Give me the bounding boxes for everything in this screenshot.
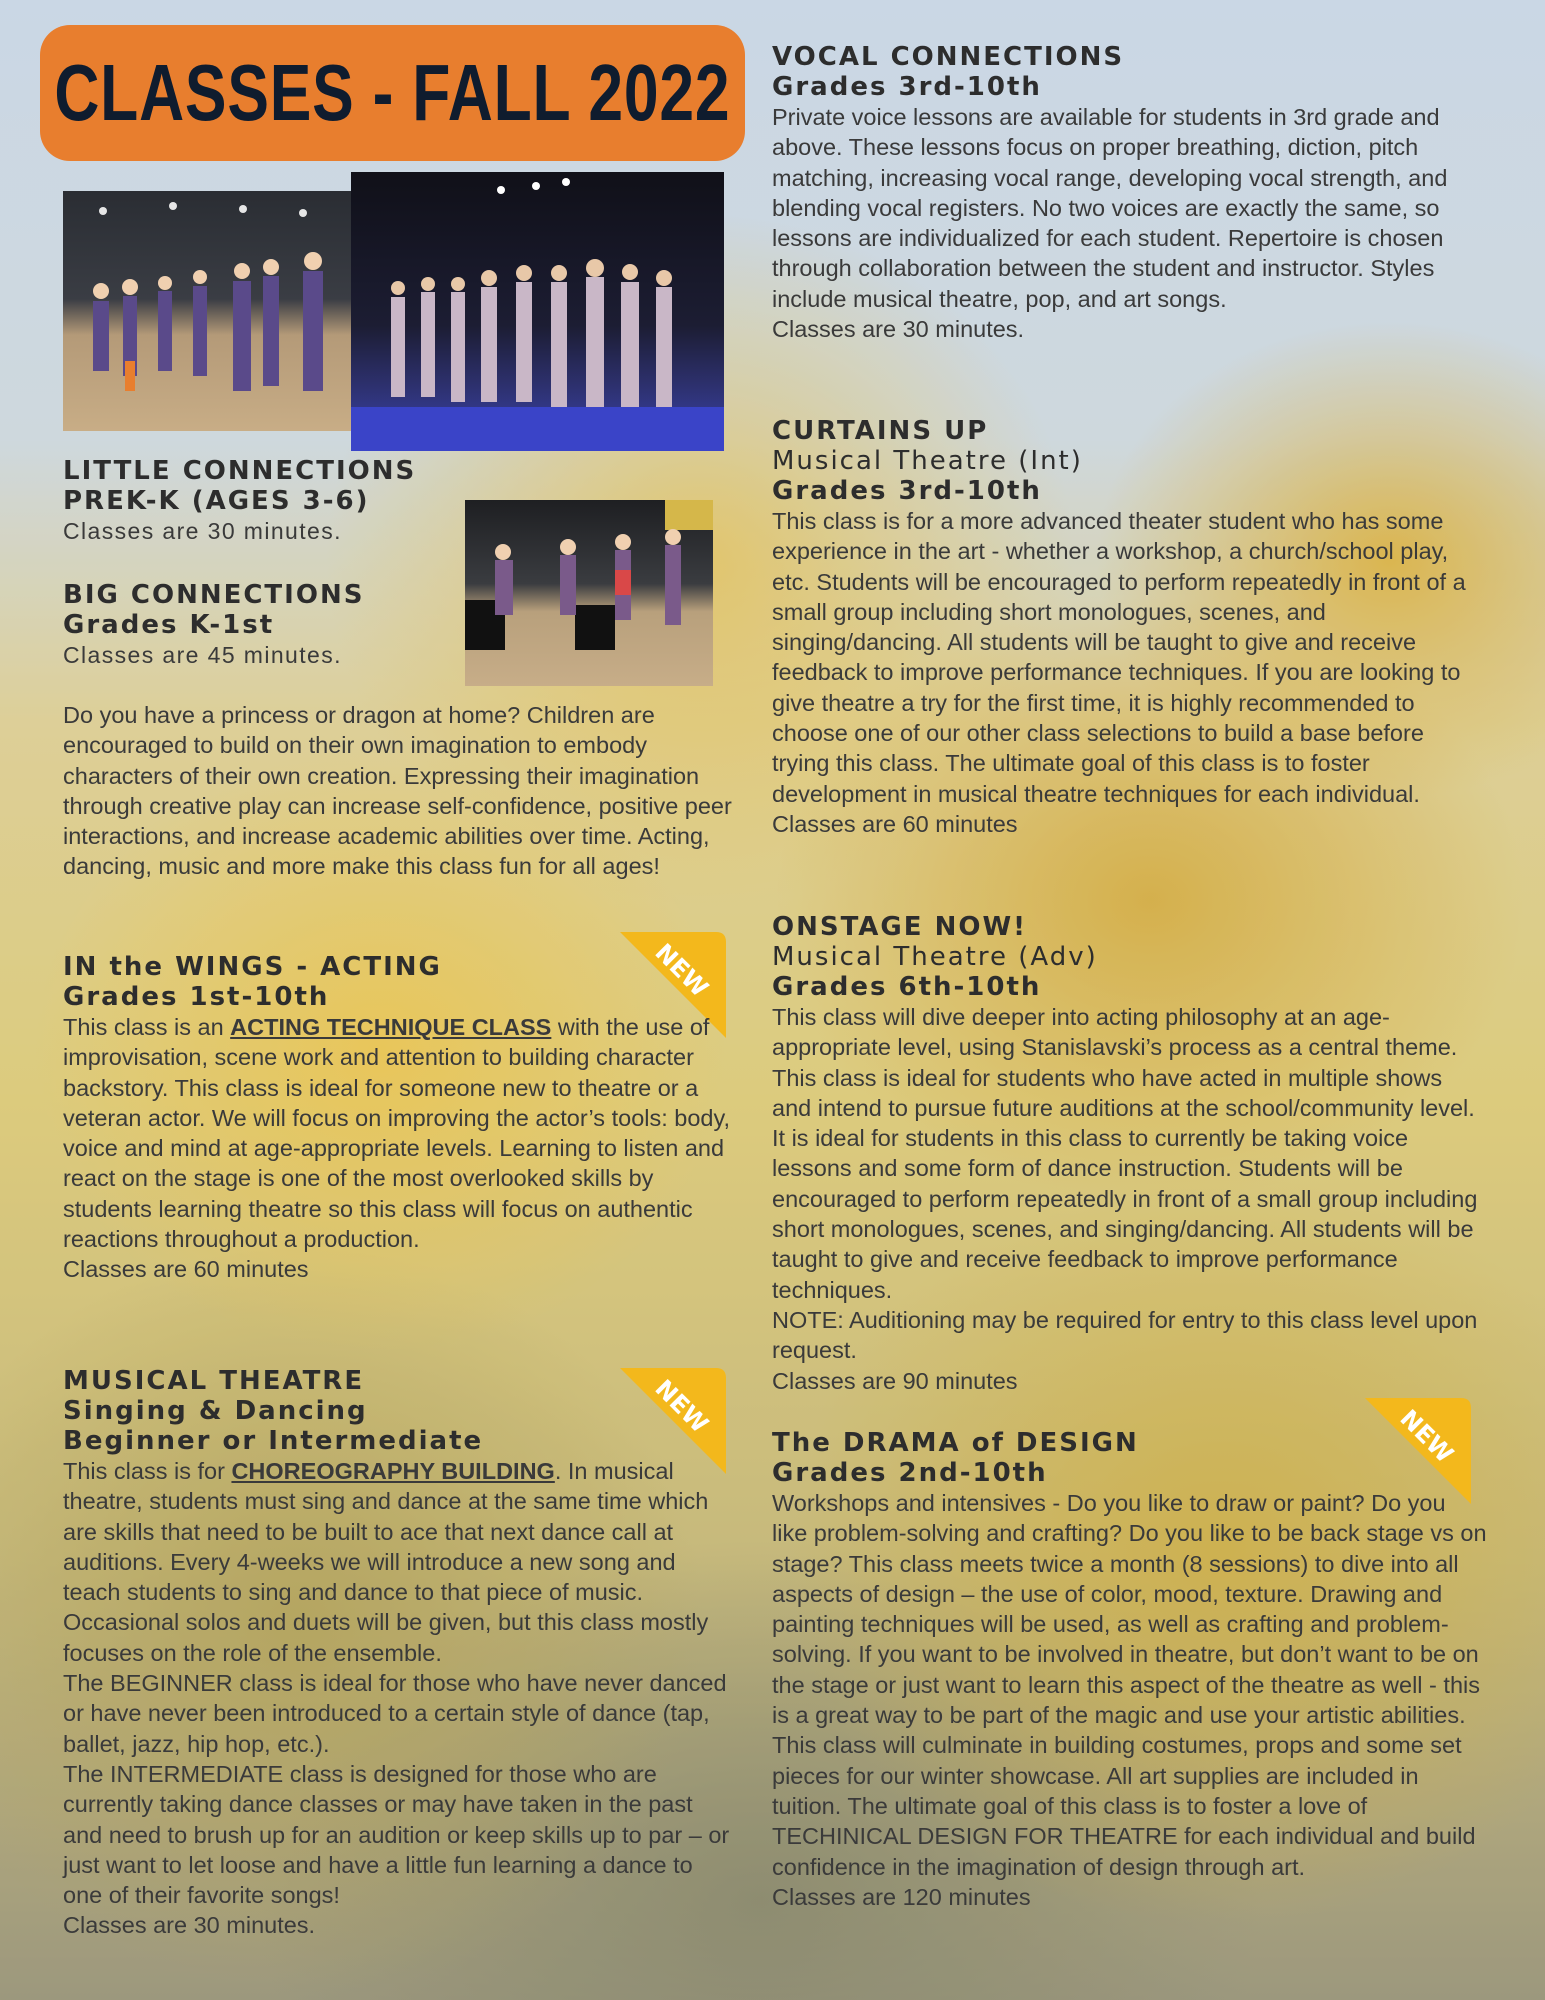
title-banner [40,25,745,161]
section-description: This class will dive deeper into acting philosophy at an age-appropriate level, using Stanislavski’s process as a central theme. This class is ideal for students who have acted in multiple shows and intend to pursue future auditions at the school/community level. It is ideal for students in this class to currently be taking voice lessons and some form of dance instruction. Students will be encouraged to perform repeatedly in front of a small group including short monologues, scenes, and singing/dancing. All students will be taught to give and receive feedback to improve performance techniques. [772,1004,1478,1303]
section-title: LITTLE CONNECTIONS [63,456,417,486]
section-level: Beginner or Intermediate [63,1426,484,1456]
section-duration: Classes are 120 minutes [772,1883,1031,1910]
section-title: The DRAMA of DESIGN [772,1428,1139,1458]
vocal-connections-section [772,42,1487,344]
section-title: ONSTAGE NOW! [772,912,1027,942]
section-duration: Classes are 30 minutes. [772,316,1025,343]
section-subtitle: Singing & Dancing [63,1396,368,1426]
section-subtitle: Musical Theatre (Int) [772,446,1083,476]
section-description: Do you have a princess or dragon at home? Children are encouraged to build on their own imagination to embody characters of their own creation. Expressing their imagination through creative play can increase self-confidence, positive peer interactions, and increase academic abilities over time. Acting, dancing, music and more make this class fun for all ages! [63,702,732,880]
section-duration: Classes are 30 minutes. [63,1912,316,1939]
section-duration: Classes are 30 minutes. [63,518,342,544]
section-description: This class is for CHOREOGRAPHY BUILDING. In musical theatre, students must sing and dance at the same time which are skills that need to be built to ace that next dance call at auditions. Every 4-weeks we will introduce a new song and teach students to sing and dance to that piece of music. Occasional solos and duets will be given, but this class mostly focuses on the role of the ensemble. [63,1458,709,1666]
section-description: This class is for a more advanced theater student who has some experience in the art - whether a workshop, a church/school play, etc. Students will be encouraged to perform repeatedly in front of a small group including short monologues, scenes, and singing/dancing. All students will be taught to give and receive feedback to improve performance techniques. If you are looking to give theatre a try for the first time, it is highly recommended to choose one of our other class selections to build a base before trying this class. The ultimate goal of this class is to foster development in musical theatre techniques for each individual. [772,508,1466,807]
in-the-wings-section [63,952,733,1285]
new-badge-label: NEW [649,1374,714,1439]
new-badge-label: NEW [649,938,714,1003]
big-connections-section [63,580,463,670]
little-connections-section [63,456,483,546]
section-duration: Classes are 60 minutes [772,810,1018,837]
rehearsal-room-photo [63,191,353,431]
section-duration: Classes are 45 minutes. [63,642,342,668]
small-group-rehearsal-photo [465,500,713,686]
connections-description [63,700,733,882]
section-title: MUSICAL THEATRE [63,1366,365,1396]
section-description: Private voice lessons are available for students in 3rd grade and above. These lessons focus on proper breathing, diction, pitch matching, increasing vocal range, developing vocal strength, and blending vocal registers. No two voices are exactly the same, so lessons are individualized for each student. Repertoire is chosen through collaboration between the student and instructor. Styles include musical theatre, pop, and art songs. [772,104,1448,312]
section-grades: PREK-K (AGES 3-6) [63,486,370,516]
section-grades: Grades 1st-10th [63,982,330,1012]
section-grades: Grades 3rd-10th [772,476,1042,506]
page-title: CLASSES - FALL 2022 [54,48,731,137]
curtains-up-section [772,416,1487,839]
section-note: NOTE: Auditioning may be required for entry to this class level upon request. [772,1306,1478,1364]
section-description: This class is an ACTING TECHNIQUE CLASS with the use of improvisation, scene work and attention to building character backstory. This class is ideal for someone new to theatre or a veteran actor. We will focus on improving the actor’s tools: body, voice and mind at age-appropriate levels. Learning to listen and react on the stage is one of the most overlooked skills by students learning theatre so this class will focus on authentic reactions throughout a production. [63,1014,731,1253]
drama-of-design-section [772,1428,1487,1912]
section-grades: Grades K-1st [63,610,275,640]
choreography-emphasis: CHOREOGRAPHY BUILDING [231,1458,555,1484]
section-title: CURTAINS UP [772,416,989,446]
section-duration: Classes are 60 minutes [63,1256,309,1283]
new-badge-label: NEW [1394,1404,1459,1469]
intermediate-description: The INTERMEDIATE class is designed for those who are currently taking dance classes or may have taken in the past and need to brush up for an audition or keep skills up to par – or just want to let loose and have a little fun learning a dance to one of their favorite songs! [63,1760,730,1909]
musical-theatre-section [63,1366,733,1941]
section-grades: Grades 2nd-10th [772,1458,1048,1488]
section-subtitle: Musical Theatre (Adv) [772,942,1098,972]
section-title: VOCAL CONNECTIONS [772,42,1125,72]
onstage-now-section [772,912,1487,1396]
section-title: BIG CONNECTIONS [63,580,365,610]
acting-technique-emphasis: ACTING TECHNIQUE CLASS [230,1014,552,1040]
section-grades: Grades 6th-10th [772,972,1042,1002]
section-duration: Classes are 90 minutes [772,1367,1018,1394]
section-grades: Grades 3rd-10th [772,72,1042,102]
section-title: IN the WINGS - ACTING [63,952,442,982]
section-description: Workshops and intensives - Do you like to draw or paint? Do you like problem-solving and crafting? Do you like to be back stage vs on stage? This class meets twice a month (8 sessions) to dive into all aspects of design – the use of color, mood, texture. Drawing and painting techniques will be used, as well as crafting and problem-solving. If you want to be involved in theatre, but don’t want to be on the stage or just want to learn this aspect of the theatre as well - this is a great way to be part of the magic and use your artistic abilities. This class will culminate in building costumes, props and some set pieces for our winter showcase. All art supplies are included in tuition. The ultimate goal of this class is to foster a love of TECHINICAL DESIGN FOR THEATRE for each individual and build confidence in the imagination of design through art. [772,1490,1487,1880]
beginner-description: The BEGINNER class is ideal for those who have never danced or have never been introduced to a certain style of dance (tap, ballet, jazz, hip hop, etc.). [63,1670,727,1757]
stage-performance-photo [351,172,724,451]
